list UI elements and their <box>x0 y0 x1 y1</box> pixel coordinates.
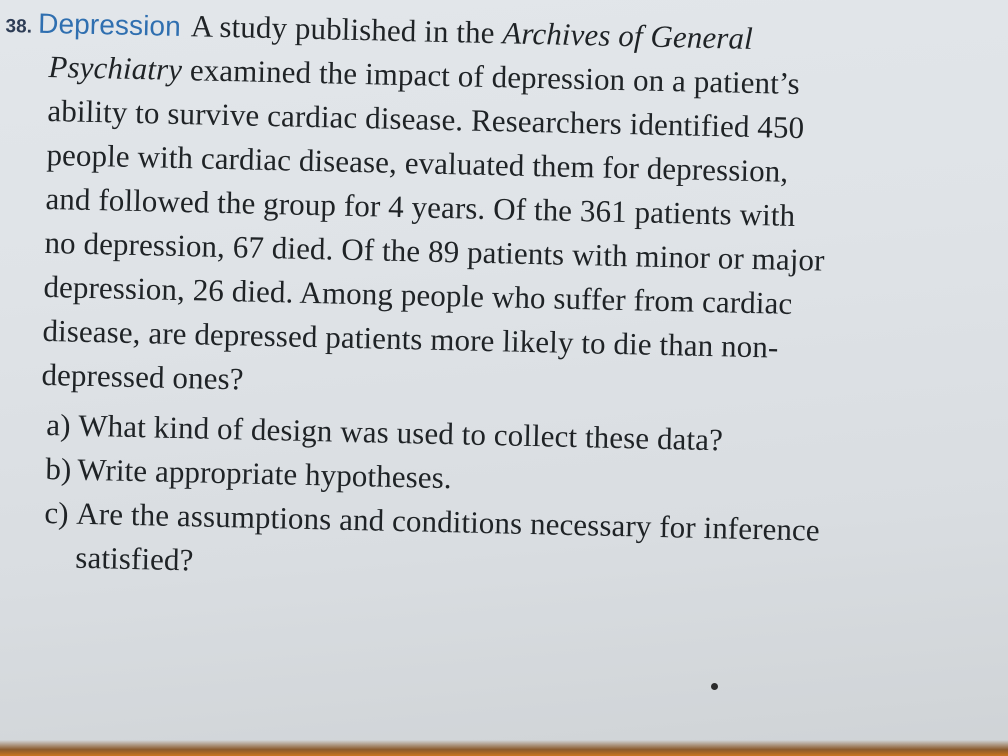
problem-line-5: and followed the group for 4 years. Of the 361 patients with <box>45 180 796 233</box>
line1-text: A study published in the <box>190 8 503 51</box>
part-a-label: a) <box>46 407 72 443</box>
problem-line-3: ability to survive cardiac disease. Researchers identified 450 <box>47 92 805 146</box>
problem-line-4: people with cardiac disease, evaluated them for depression, <box>46 136 789 189</box>
part-c <box>44 495 820 549</box>
problem-heading: Depression <box>37 7 182 42</box>
problem-line-8: disease, are depressed patients more likely to die than non- <box>42 312 779 365</box>
journal-title-part1: Archives of General <box>502 15 754 56</box>
part-c-text: Are the assumptions and conditions necessary for inference <box>76 495 821 548</box>
problem-line-7: depression, 26 died. Among people who suffer from cardiac <box>43 268 793 321</box>
exercise-38 <box>5 2 966 578</box>
part-b-label: b) <box>45 451 72 487</box>
problem-line-9: depressed ones? <box>41 356 244 397</box>
problem-number: 38. <box>5 15 33 38</box>
ink-dot <box>711 683 718 690</box>
part-a <box>46 407 723 458</box>
journal-title-part2: Psychiatry <box>48 48 183 88</box>
table-edge <box>0 740 1008 756</box>
line2-text: examined the impact of depression on a patient’s <box>181 52 801 102</box>
part-b-text: Write appropriate hypotheses. <box>77 451 453 496</box>
part-c-label: c) <box>44 495 70 531</box>
problem-line-6: no depression, 67 died. Of the 89 patients with minor or major <box>44 224 825 278</box>
part-a-text: What kind of design was used to collect these data? <box>78 407 724 458</box>
part-b <box>45 451 452 496</box>
part-c-continuation: satisfied? <box>75 539 194 578</box>
